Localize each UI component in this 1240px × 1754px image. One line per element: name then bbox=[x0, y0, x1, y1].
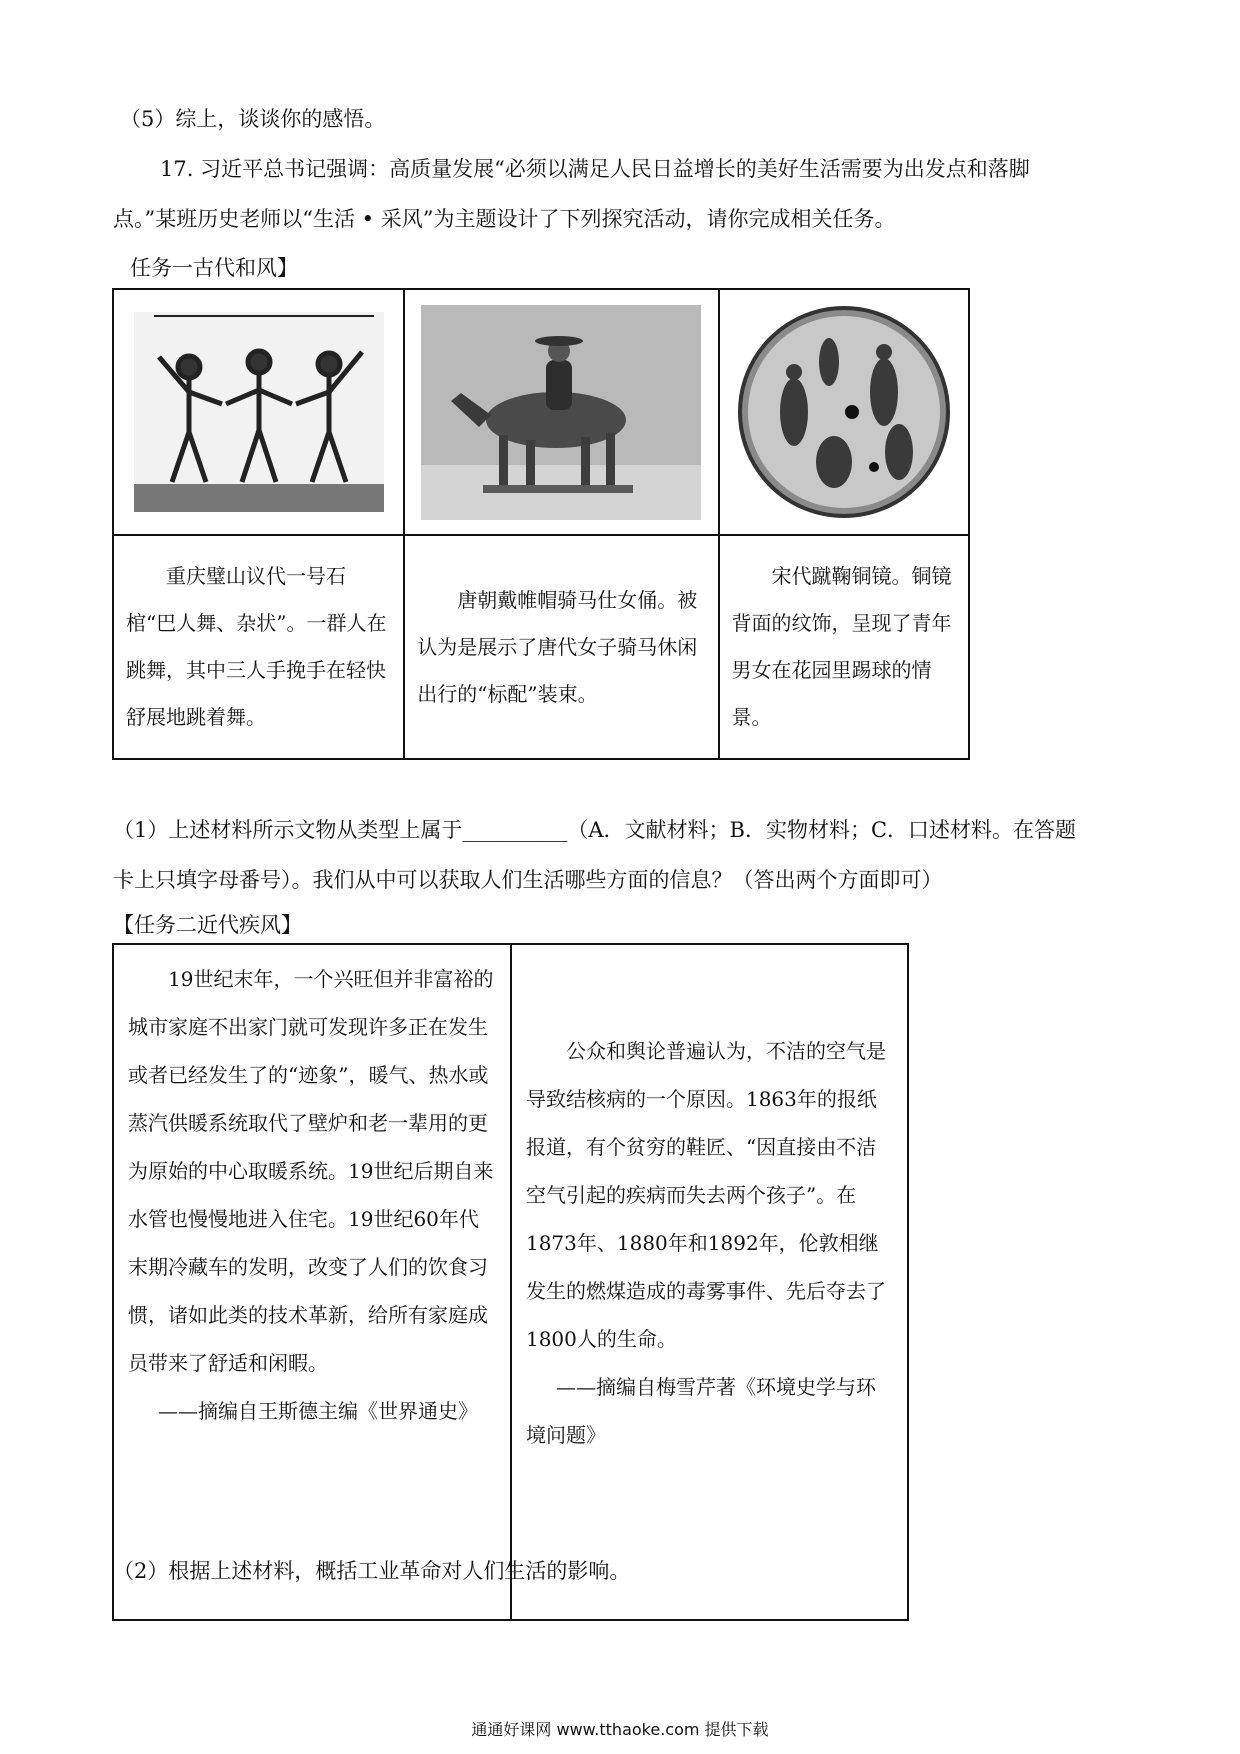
material-text: 19世纪末年，一个兴旺但并非富裕的城市家庭不出家门就可发现许多正在发生或者已经发生了的“迹象”，暖气、热水或蒸汽供暖系统取代了壁炉和老一辈用的更为原始的中心取暖系统。19世纪后期自来水管也慢慢地进入住宅。19世纪60年代末期冷藏车的发明，改变了人们的饮食习惯，诸如此类的技术革新，给所有家庭成员带来了舒适和闲暇。 bbox=[128, 967, 494, 1375]
question-1-line-1: （1）上述材料所示文物从类型上属于__________（A．文献材料；B．实物材料；C．口述材料。在答题 bbox=[113, 818, 1077, 842]
question-5: （5）综上，谈谈你的感悟。 bbox=[120, 107, 386, 131]
material-text: 公众和舆论普遍认为，不洁的空气是导致结核病的一个原因。1863年的报纸报道，有个贫穷的鞋匠、“因直接由不洁空气引起的疾病而失去两个孩子”。在1873年、1880年和1892年，伦敦相继发生的燃煤造成的毒雾事件、先后夺去了1800人的生命。 bbox=[525, 1039, 886, 1351]
caption-text: 宋代蹴鞠铜镜。铜镜背面的纹饰，呈现了青年男女在花园里踢球的情景。 bbox=[731, 564, 952, 729]
task-2-left-material bbox=[113, 944, 511, 1620]
question-17-line-1: 17. 习近平总书记强调：高质量发展“必须以满足人民日益增长的美好生活需要为出发点和落脚 bbox=[160, 157, 1030, 181]
caption-text: 重庆璧山议代一号石棺“巴人舞、杂状”。一群人在跳舞，其中三人手挽手在轻快舒展地跳着舞。 bbox=[126, 564, 387, 729]
task-2-title: 【任务二近代疾风】 bbox=[113, 913, 302, 937]
page-footer: 通通好课网 www.tthaoke.com 提供下载 bbox=[471, 1720, 769, 1739]
song-bronze-mirror-image-cell bbox=[719, 289, 969, 535]
caption-text: 唐朝戴帷帽骑马仕女俑。被认为是展示了唐代女子骑马休闲出行的“标配”装束。 bbox=[417, 587, 698, 706]
ba-people-dance-relief-image bbox=[134, 312, 384, 512]
task-1-title: 任务一古代和风】 bbox=[130, 256, 298, 280]
task-1-caption-stone-coffin bbox=[113, 535, 404, 759]
question-17-line-2: 点。”某班历史老师以“生活 • 采风”为主题设计了下列探究活动，请你完成相关任务。 bbox=[113, 207, 896, 231]
song-cuju-bronze-mirror-image bbox=[734, 302, 954, 522]
material-source: ——摘编自王斯德主编《世界通史》 bbox=[158, 1399, 478, 1423]
question-2: （2）根据上述材料，概括工业革命对人们生活的影响。 bbox=[113, 1559, 631, 1583]
task-1-caption-bronze-mirror bbox=[719, 535, 969, 759]
question-1-line-2: 卡上只填字母番号）。我们从中可以获取人们生活哪些方面的信息？（答出两个方面即可） bbox=[113, 868, 943, 892]
task-1-table bbox=[112, 288, 970, 760]
task-2-table bbox=[112, 943, 909, 1621]
stone-coffin-image-cell bbox=[113, 289, 404, 535]
tang-figurine-image-cell bbox=[404, 289, 718, 535]
tang-horse-rider-figurine-image bbox=[421, 305, 701, 520]
task-2-right-material bbox=[511, 944, 908, 1620]
task-1-caption-tang-figurine bbox=[404, 535, 718, 759]
material-source: ——摘编自梅雪芹著《环境史学与环境问题》 bbox=[525, 1375, 876, 1447]
